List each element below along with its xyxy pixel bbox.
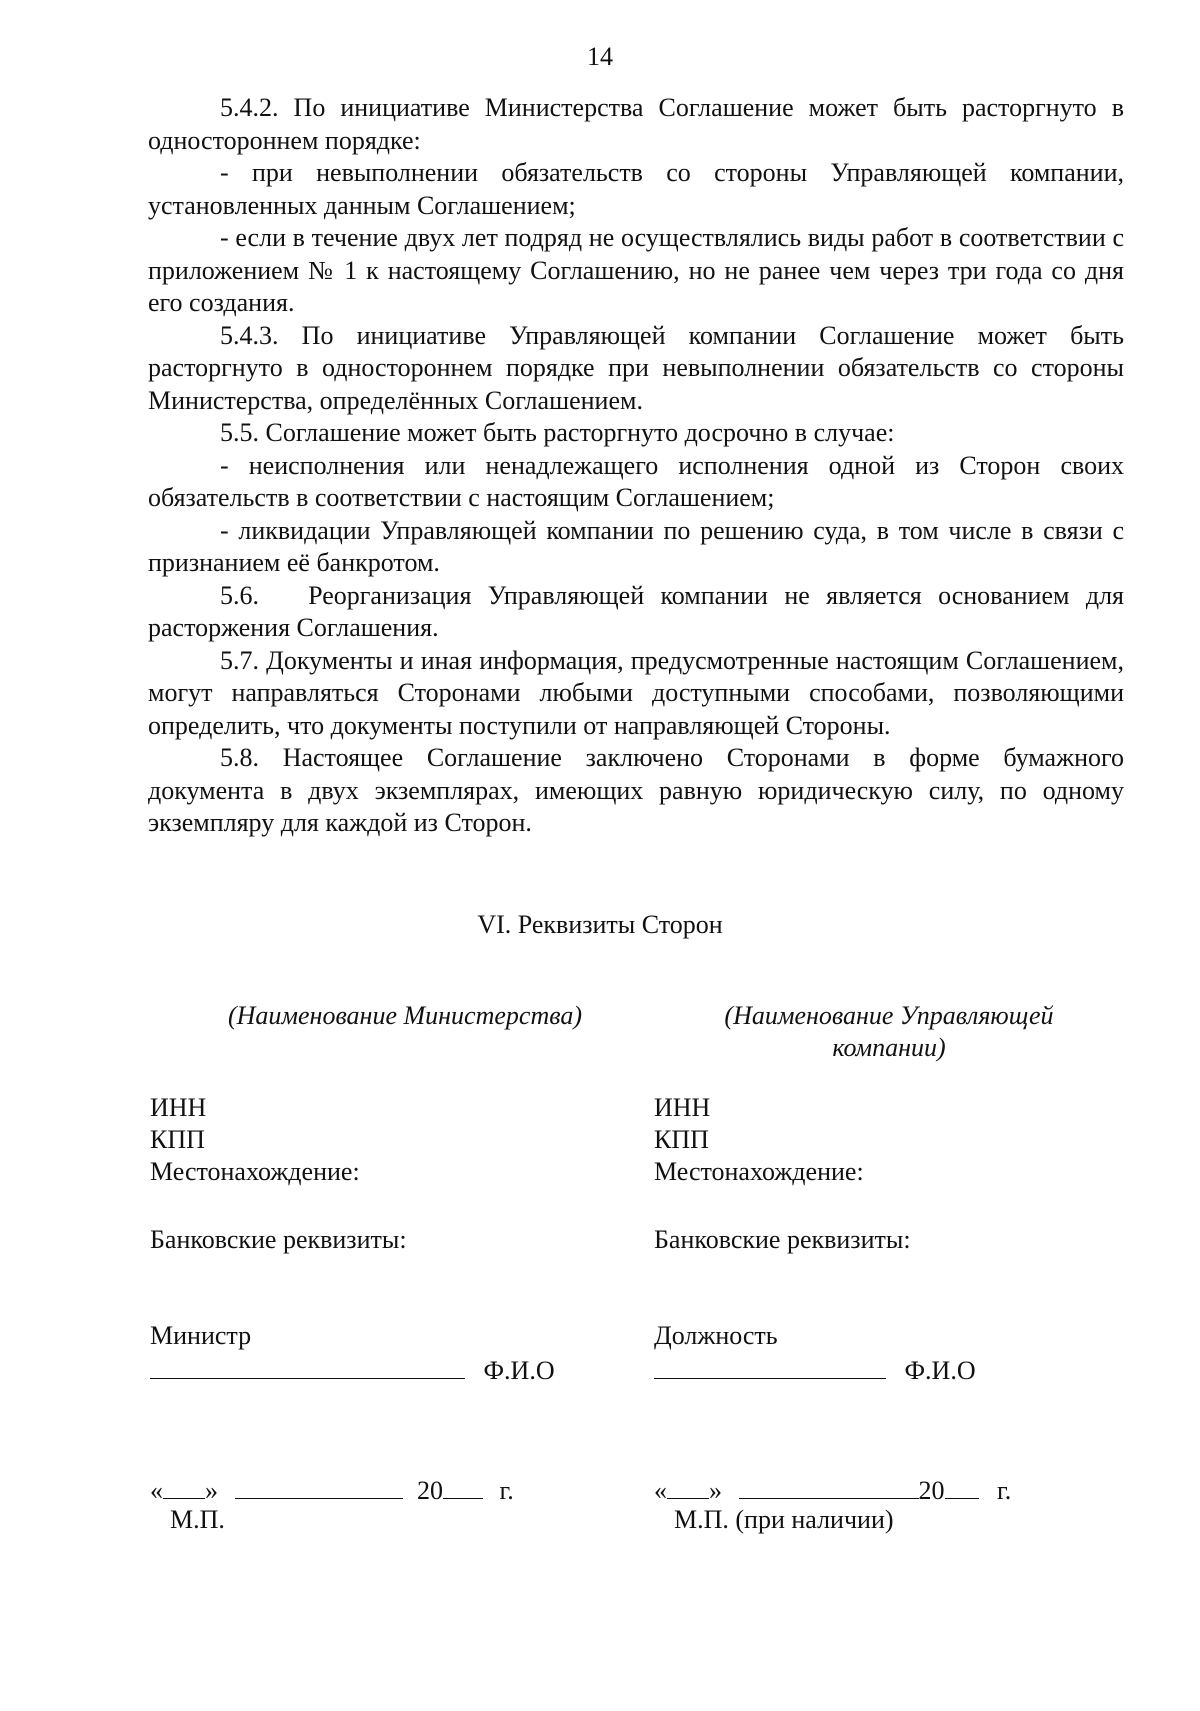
location-label: Местонахождение: [150,1157,360,1186]
day-blank [667,1472,709,1499]
date-line [150,1472,620,1504]
signature-line [654,1352,1124,1384]
stamp-label: М.П. (при наличии) [674,1505,894,1534]
year-blank [443,1472,483,1499]
ministry-name: (Наименование Министерства) [227,1001,582,1030]
signature-blank [150,1352,465,1379]
year-prefix: 20 [918,1476,945,1505]
kpp-label: КПП [654,1125,709,1154]
location-label: Местонахождение: [654,1157,864,1186]
signer-position: Должность [654,1321,778,1350]
day-blank [163,1472,205,1499]
date-line [654,1472,1124,1504]
signer-position: Министр [150,1321,252,1350]
bank-details-label: Банковские реквизиты: [150,1225,407,1254]
year-suffix: г. [499,1476,514,1505]
stamp-label: М.П. [170,1505,225,1534]
date-quote-open: « [150,1476,163,1505]
company-name: (Наименование Управляющей компании) [724,1001,1054,1062]
signature-blank [654,1352,886,1379]
fio-label: Ф.И.О [904,1356,976,1385]
kpp-label: КПП [150,1125,205,1154]
signature-line [150,1352,620,1384]
year-suffix: г. [997,1476,1012,1505]
paragraph-item: - ликвидации Управляющей компании по решению суда, в том числе в связи с признанием её банкротом. [148,515,1124,577]
month-blank [235,1472,403,1499]
inn-label: ИНН [654,1093,711,1122]
page-number: 14 [587,42,613,71]
month-blank [739,1472,919,1499]
paragraph-item: - неисполнения или ненадлежащего исполнения одной из Сторон своих обязательств в соответствии с настоящим Соглашением; [148,450,1124,512]
paragraph-5-5: 5.5. Соглашение может быть расторгнуто досрочно в случае: [220,418,895,447]
paragraph-5-6: 5.6. Реорганизация Управляющей компании не является основанием для расторжения Соглашения. [148,580,1131,642]
paragraph-item: - при невыполнении обязательств со стороны Управляющей компании, установленных данным Соглашением; [148,158,1124,220]
bank-details-label: Банковские реквизиты: [654,1225,911,1254]
inn-label: ИНН [150,1093,207,1122]
date-quote-close: » [205,1476,218,1505]
date-quote-open: « [654,1476,667,1505]
year-blank [945,1472,979,1499]
agreement-text [148,92,1131,840]
paragraph-5-7: 5.7. Документы и иная информация, предусмотренные настоящим Соглашением, могут направляться Сторонами любыми доступными способами, позволяющими определить, что документы поступили от направляющей Стороны. [148,645,1124,740]
paragraph-5-4-2: 5.4.2. По инициативе Министерства Соглашение может быть расторгнуто в одностороннем порядке: [148,93,1124,155]
paragraph-5-8: 5.8. Настоящее Соглашение заключено Сторонами в форме бумажного документа в двух экземплярах, имеющих равную юридическую силу, по одному экземпляру для каждой из Сторон. [148,743,1124,837]
paragraph-item: - если в течение двух лет подряд не осуществлялись виды работ в соответствии с приложением № 1 к настоящему Соглашению, но не ранее чем через три года со дня его создания. [148,223,1124,317]
right-party-requisites [654,1000,1124,1536]
year-prefix: 20 [417,1476,443,1505]
date-quote-close: » [709,1476,722,1505]
fio-label: Ф.И.О [483,1356,555,1385]
paragraph-5-4-3: 5.4.3. По инициативе Управляющей компании Соглашение может быть расторгнуто в одностороннем порядке при невыполнении обязательств со стороны Министерства, определённых Соглашением. [148,320,1124,415]
section-title: VI. Реквизиты Сторон [477,910,723,939]
left-party-requisites [150,1000,620,1536]
